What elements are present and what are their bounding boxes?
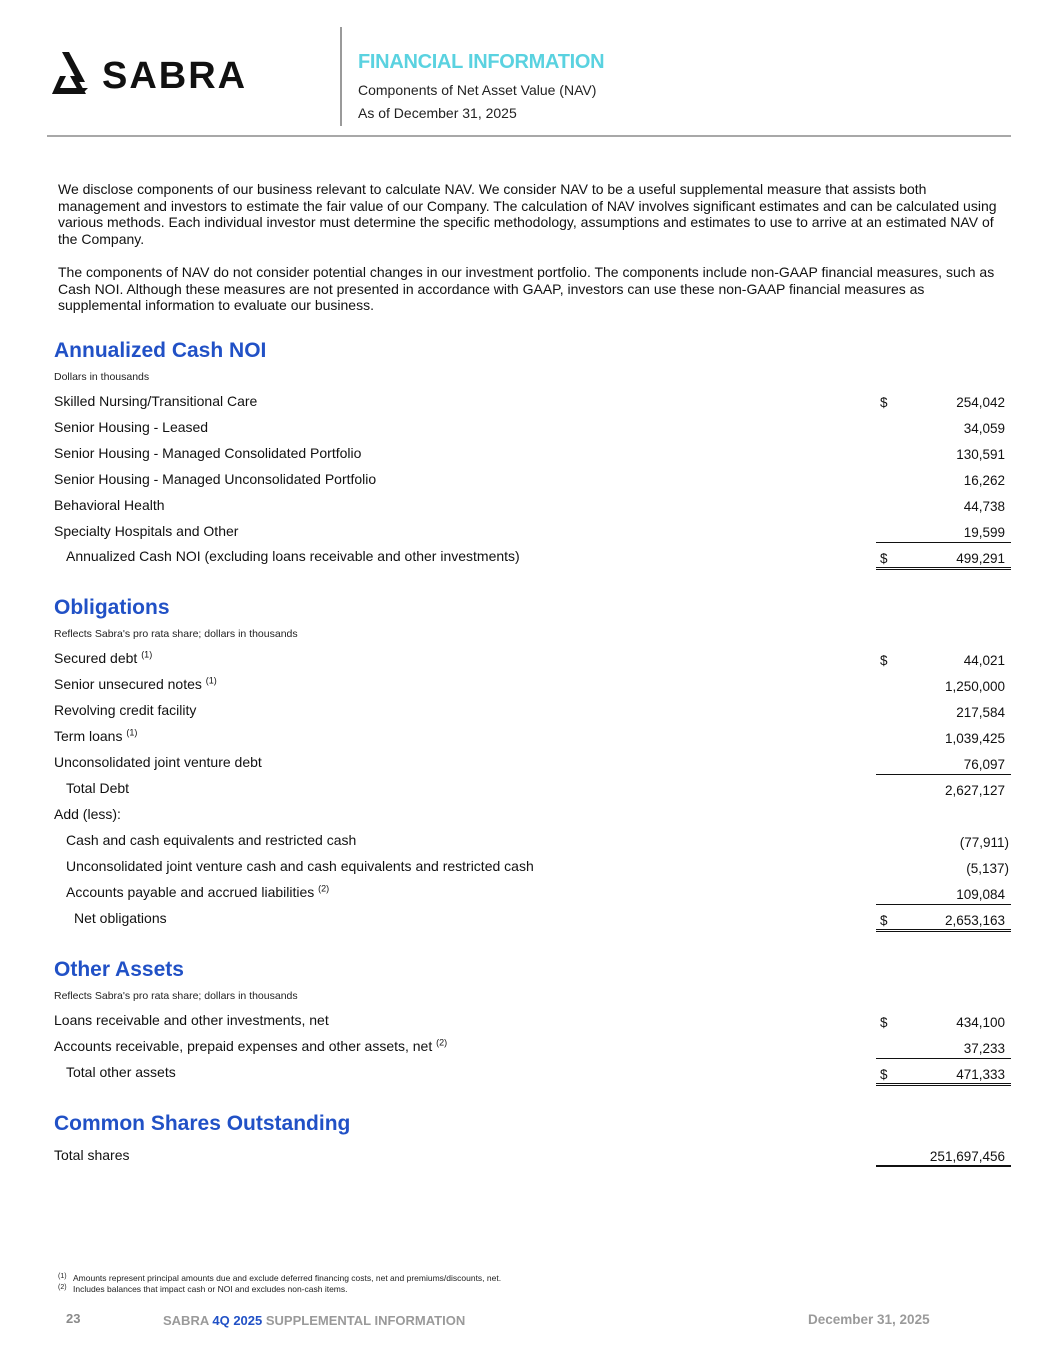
dollar-sign: $ [880,1015,888,1030]
logo-text: SABRA [102,55,248,97]
dollar-sign: $ [880,913,888,928]
intro-paragraph-1: We disclose components of our business relevant to calculate NAV. We consider NAV to be a useful supplemental measure that assists both management and investors to estimate the fair value of our Company. The calculation of NAV involves significant estimates and can be calculated using various methods. Each individual investor must determine the specific methodology, assumptions and estimates to use to arrive at an estimated NAV of the Company. [58,181,997,247]
noi-row-value: 44,738 [963,499,1005,514]
adjustment-row-label: Accounts payable and accrued liabilities $^{(2)}$ [66,883,330,900]
noi-row-label: Senior Housing - Managed Unconsolidated Portfolio [54,471,377,487]
obligation-row-label: Unconsolidated joint venture debt [54,754,262,770]
footer-date: December 31, 2025 [808,1312,930,1327]
noi-row-label: Behavioral Health [54,497,165,513]
obligation-row-value: 76,097 [963,757,1005,772]
obligation-row-value: 44,021 [963,653,1005,668]
noi-row-label: Skilled Nursing/Transitional Care [54,393,258,409]
other-asset-row-label: Loans receivable and other investments, net [54,1012,329,1028]
dollar-sign: $ [880,395,888,410]
obligation-row-value: 217,584 [956,705,1005,720]
noi-total-value: 499,291 [956,551,1005,566]
footnote-2: (2) Includes balances that impact cash or NOI and excludes non-cash items. [58,1284,348,1294]
adjustment-row-label: Cash and cash equivalents and restricted cash [66,832,357,848]
page-title: FINANCIAL INFORMATION [358,51,605,73]
section-note-other-assets: Reflects Sabra's pro rata share; dollars in thousands [54,990,298,1002]
section-title-shares: Common Shares Outstanding [54,1112,351,1135]
noi-row-value: 34,059 [963,421,1005,436]
total-double-rule [876,929,1011,932]
noi-row-label: Senior Housing - Managed Consolidated Portfolio [54,445,362,461]
dollar-sign: $ [880,551,888,566]
adjustment-row-value: 109,084 [956,887,1005,902]
noi-row-value: 130,591 [956,447,1005,462]
obligation-row-label: Senior unsecured notes $^{(1)}$ [54,675,217,692]
total-debt-label: Total Debt [66,780,130,796]
subtotal-rule [876,542,1011,543]
obligation-row-value: 1,039,425 [944,731,1005,746]
total-shares-label: Total shares [54,1147,130,1163]
footnote-ref: (2) [436,1037,448,1048]
total-rule [876,1165,1011,1167]
subtotal-rule [876,1058,1011,1059]
other-asset-row-value: 37,233 [963,1041,1005,1056]
obligation-row-label: Term loans $^{(1)}$ [54,727,138,744]
sabra-logo-mark [52,50,297,100]
adjustment-row-value: (5,137) [966,861,1009,876]
section-note-noi: Dollars in thousands [54,371,150,383]
footnote-ref: (1) [126,727,138,738]
noi-row-label: Senior Housing - Leased [54,419,209,435]
total-other-assets-value: 471,333 [956,1067,1005,1082]
footnote-ref: (1) [205,675,217,686]
noi-row-label: Specialty Hospitals and Other [54,523,239,539]
add-less-label: Add (less): [54,806,121,822]
noi-row-value: 19,599 [963,525,1005,540]
intro-paragraph-2: The components of NAV do not consider potential changes in our investment portfolio. The components include non-GAAP financial measures, such as Cash NOI. Although these measures are not presented in accordance with GAAP, investors can use these non-GAAP financial measures as supplemental information to evaluate our business. [58,264,995,314]
obligation-row-label: Secured debt $^{(1)}$ [54,649,153,666]
adjustment-row-label: Unconsolidated joint venture cash and cash equivalents and restricted cash [66,858,534,874]
as-of-date: As of December 31, 2025 [358,105,517,121]
section-title-obligations: Obligations [54,596,170,619]
header-rule [47,135,1011,137]
adjustment-row-value: (77,911) [959,835,1009,850]
total-debt-value: 2,627,127 [944,783,1005,798]
obligation-row-value: 1,250,000 [944,679,1005,694]
other-asset-row-value: 434,100 [956,1015,1005,1030]
noi-total-label: Annualized Cash NOI (excluding loans receivable and other investments) [66,548,520,564]
net-obligations-value: 2,653,163 [944,913,1005,928]
noi-row-value: 254,042 [956,395,1005,410]
noi-row-value: 16,262 [963,473,1005,488]
sabra-logo [52,50,297,100]
total-other-assets-label: Total other assets [66,1064,176,1080]
total-double-rule [876,1083,1011,1086]
dollar-sign: $ [880,653,888,668]
section-title-other-assets: Other Assets [54,958,184,981]
page-number: 23 [66,1311,81,1326]
footnote-1: (1) Amounts represent principal amounts due and exclude deferred financing costs, net and premiums/discounts, net. [58,1273,502,1283]
section-title-noi: Annualized Cash NOI [54,339,267,362]
subtotal-rule [876,774,1011,775]
footnote-ref: (1) [141,649,153,660]
footnote-ref: (2) [318,883,330,894]
section-note-obligations: Reflects Sabra's pro rata share; dollars in thousands [54,628,298,640]
other-asset-row-label: Accounts receivable, prepaid expenses and other assets, net $^{(2)}$ [54,1037,448,1054]
net-obligations-label: Net obligations [74,910,167,926]
header-divider [340,27,342,126]
page-subtitle: Components of Net Asset Value (NAV) [358,82,597,98]
footer-label: SABRA 4Q 2025 SUPPLEMENTAL INFORMATION [163,1313,466,1328]
obligation-row-label: Revolving credit facility [54,702,197,718]
total-double-rule [876,567,1011,570]
subtotal-rule [876,904,1011,905]
dollar-sign: $ [880,1067,888,1082]
total-shares-value: 251,697,456 [929,1149,1005,1164]
